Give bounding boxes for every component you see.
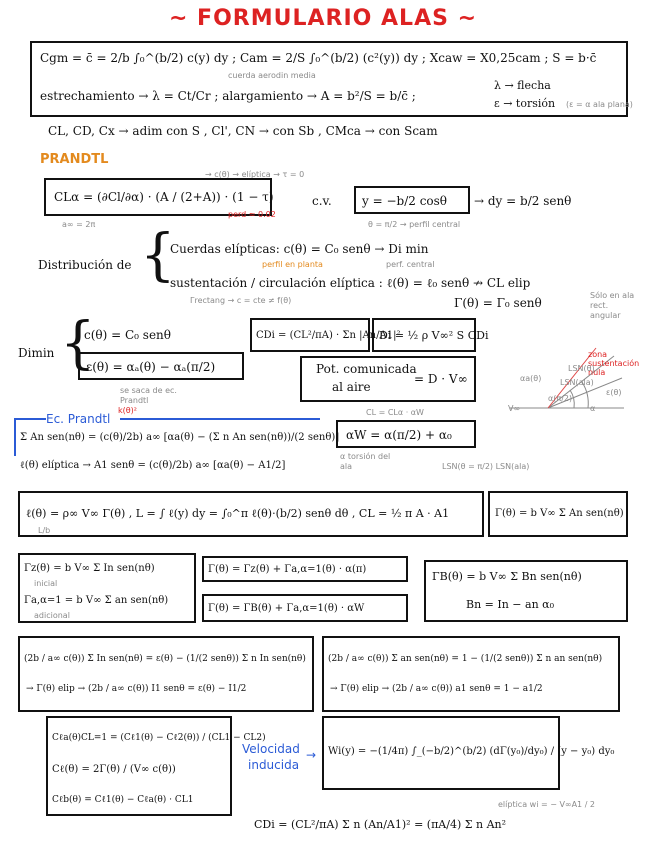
induced-drag: Di = ½ ρ V∞² S CDi <box>379 329 489 342</box>
epsilon-note: ε → torsión <box>494 97 556 110</box>
power-formula: = D · V∞ <box>414 372 468 386</box>
induced-velocity-box <box>322 716 615 790</box>
gamma-sum-box-2 <box>202 594 408 622</box>
gamma-b: ΓB(θ) = b V∞ Σ Bn sen(nθ) <box>432 570 582 583</box>
rectangular-note: Γrectang → c = cte ≠ f(θ) <box>190 296 292 305</box>
prandtl-elliptic-equation: ℓ(θ) elíptica → A1 senθ = (c(θ)/2b) a∞ [αa(θ) − A1/2] <box>20 460 286 471</box>
epsilon-small-note: (ε = α ala plana) <box>566 100 633 109</box>
cl-alpha-formula: CLα = (∂Cl/∂α) · (A / (2+A)) · (1 − τ) <box>54 190 274 204</box>
gamma-additional: Γa,α=1 = b V∞ Σ an sen(nθ) <box>24 595 169 606</box>
gamma-b-box <box>424 560 628 622</box>
elliptic-lift-row: sustentación / circulación elíptica : ℓ(θ) = ℓ₀ senθ ↛ CL elip <box>170 276 531 290</box>
diagram-label-lsn-theta: LSN(θ) <box>568 364 595 373</box>
system-left-elliptic: → Γ(θ) elip → (2b / a∞ c(θ)) I1 senθ = ε(θ) − I1/2 <box>26 684 247 694</box>
cl-alpha-w-note: CL = CLα · αW <box>366 408 424 417</box>
distribution-label: Distribución de <box>38 258 132 272</box>
system-left-box <box>18 636 314 712</box>
cl-local: Cℓ(θ) = 2Γ(θ) / (V∞ c(θ)) <box>52 764 176 775</box>
theta-note: θ = π/2 → perfil central <box>368 220 461 229</box>
alpha-w-formula: αW = α(π/2) + α₀ <box>346 428 452 442</box>
circulation-elliptic: Γ(θ) = Γ₀ senθ <box>454 296 542 310</box>
perd-note: perd ≈ 0.02 <box>228 210 276 219</box>
induced-drag-coef-box <box>250 318 401 352</box>
induced-drag-coef: CDi = (CL²/πA) · Σn |An/A1|² <box>256 330 401 341</box>
dimin-label: Dimin <box>18 346 55 360</box>
cl-additional: Cℓa(θ)CL=1 = (Cℓ1(θ) − Cℓ2(θ)) / (CL1 − CL2) <box>52 733 266 743</box>
change-variable-label: c.v. <box>312 194 332 208</box>
power-label-2: al aire <box>332 380 371 394</box>
distribution-brace: { <box>140 223 176 288</box>
page-title: ~ FORMULARIO ALAS ~ <box>168 6 478 31</box>
system-right-box <box>322 636 620 712</box>
torsion-note: α torsión del ala <box>340 452 391 471</box>
change-variable-box <box>354 186 470 214</box>
power-box <box>300 356 476 402</box>
dimin-twist-box <box>78 352 244 380</box>
lift-box <box>18 491 484 537</box>
induced-velocity-formula: Wi(y) = −(1/4π) ∫_(−b/2)^(b/2) (dΓ(y₀)/dy₀) / (y − y₀) dy₀ <box>328 746 615 757</box>
gamma-sum-1: Γ(θ) = Γz(θ) + Γa,α=1(θ) · α(π) <box>208 564 367 575</box>
system-right-elliptic: → Γ(θ) elip → (2b / a∞ c(θ)) a1 senθ = 1 − a1/2 <box>330 684 543 694</box>
induced-drag-final: CDi = (CL²/πA) Σ n (An/A1)² = (πA/4) Σ n An² <box>254 818 507 831</box>
dy-formula: → dy = b/2 senθ <box>474 194 572 208</box>
rectangular-side-note: Sólo en ala rect. angular <box>590 291 635 320</box>
diagram-label-zone: zona sustentación nula <box>588 350 640 377</box>
circulation-series: Γ(θ) = b V∞ Σ An sen(nθ) <box>495 508 624 519</box>
induced-velocity-label-2: inducida <box>248 758 300 772</box>
dimin-twist: ε(θ) = αₐ(θ) − αₐ(π/2) <box>86 360 216 374</box>
planform-note: perfil en planta <box>262 260 323 269</box>
induced-drag-box <box>372 318 489 352</box>
diagram-label-vinf: V∞ <box>508 404 521 413</box>
diagram-label-epsilon: ε(θ) <box>606 388 622 397</box>
k-theta-note: k(θ)² <box>118 406 137 415</box>
diagram-label-alpha-half: α(π/2) <box>548 394 573 403</box>
induced-velocity-label-1: Velocidad <box>242 742 300 756</box>
circulation-box <box>488 491 628 537</box>
prandtl-heading: PRANDTL <box>40 152 109 167</box>
taper-aspect-formulas: estrechamiento → λ = Ct/Cr ; alargamiento → A = b²/S = b/c̄ ; <box>40 89 416 103</box>
elliptic-induced-note: elíptica wi = − V∞A1 / 2 <box>498 800 596 809</box>
lambda-note: λ → flecha <box>494 79 551 92</box>
diagram-label-lsn-ala: LSN(ala) <box>560 378 594 387</box>
adimensional-line: CL, CD, Cx → adim con S , Cl', CN → con Sb , CMca → con Scam <box>48 124 438 138</box>
geometry-formulas: Cgm = c̄ = 2/b ∫₀^(b/2) c(y) dy ; Cam = 2/S ∫₀^(b/2) (c²(y)) dy ; Xcaw = X0,25cam ; S = b·c̄ <box>40 51 597 65</box>
y-cos-formula: y = −b/2 cosθ <box>362 194 448 208</box>
section-lift-box <box>46 716 266 816</box>
lift-formulas: ℓ(θ) = ρ∞ V∞ Γ(θ) , L = ∫ ℓ(y) dy = ∫₀^π ℓ(θ)·(b/2) senθ dθ , CL = ½ π A · A1 <box>26 507 450 520</box>
induced-velocity-arrow: → <box>306 748 317 762</box>
alpha-w-box <box>336 420 476 448</box>
diagram-label-alpha: α <box>590 404 596 413</box>
gamma-initial: Γz(θ) = b V∞ Σ In sen(nθ) <box>24 563 155 574</box>
system-left-eq: (2b / a∞ c(θ)) Σ In sen(nθ) = ε(θ) − (1/(2 senθ)) Σ n In sen(nθ) <box>24 654 306 664</box>
ec-prandtl-frame-top <box>120 418 320 421</box>
power-label-1: Pot. comunicada <box>316 362 417 376</box>
cl-basic: Cℓb(θ) = Cℓ1(θ) − Cℓa(θ) · CL1 <box>52 795 194 805</box>
diagram-label-alpha-a: αa(θ) <box>520 374 542 383</box>
lsn-note: LSN(θ = π/2) LSN(ala) <box>442 462 530 471</box>
a-infinity-note: a∞ = 2π <box>62 220 96 229</box>
elliptic-chords-row: Cuerdas elípticas: c(θ) = C₀ senθ → Di min <box>170 242 429 256</box>
bn-formula: Bn = In − an α₀ <box>466 598 554 611</box>
elliptic-note: → c(θ) → elíptica → τ = 0 <box>205 170 305 179</box>
definitions-box <box>30 41 633 117</box>
central-profile-note: perf. central <box>386 260 435 269</box>
dimin-brace: { <box>60 311 96 376</box>
gamma-initial-note: inicial <box>34 579 58 588</box>
dimin-chord: c(θ) = C₀ senθ <box>84 328 172 342</box>
prandtl-equation: Σ An sen(nθ) = (c(θ)/2b) a∞ [αa(θ) − (Σ n An sen(nθ))/(2 senθ)] <box>20 432 340 443</box>
prandtl-source-note: se saca de ec. Prandtl <box>120 386 177 405</box>
gamma-initial-box <box>18 553 196 623</box>
gamma-sum-2: Γ(θ) = ΓB(θ) + Γa,α=1(θ) · αW <box>208 603 365 614</box>
cam-note: cuerda aerodin media <box>228 71 316 80</box>
lift-per-span-note: L/b <box>38 526 51 535</box>
gamma-sum-box-1 <box>202 556 408 582</box>
ec-prandtl-heading: Ec. Prandtl <box>46 412 111 426</box>
gamma-additional-note: adicional <box>34 611 70 620</box>
system-right-eq: (2b / a∞ c(θ)) Σ an sen(nθ) = 1 − (1/(2 senθ)) Σ n an sen(nθ) <box>328 654 603 664</box>
